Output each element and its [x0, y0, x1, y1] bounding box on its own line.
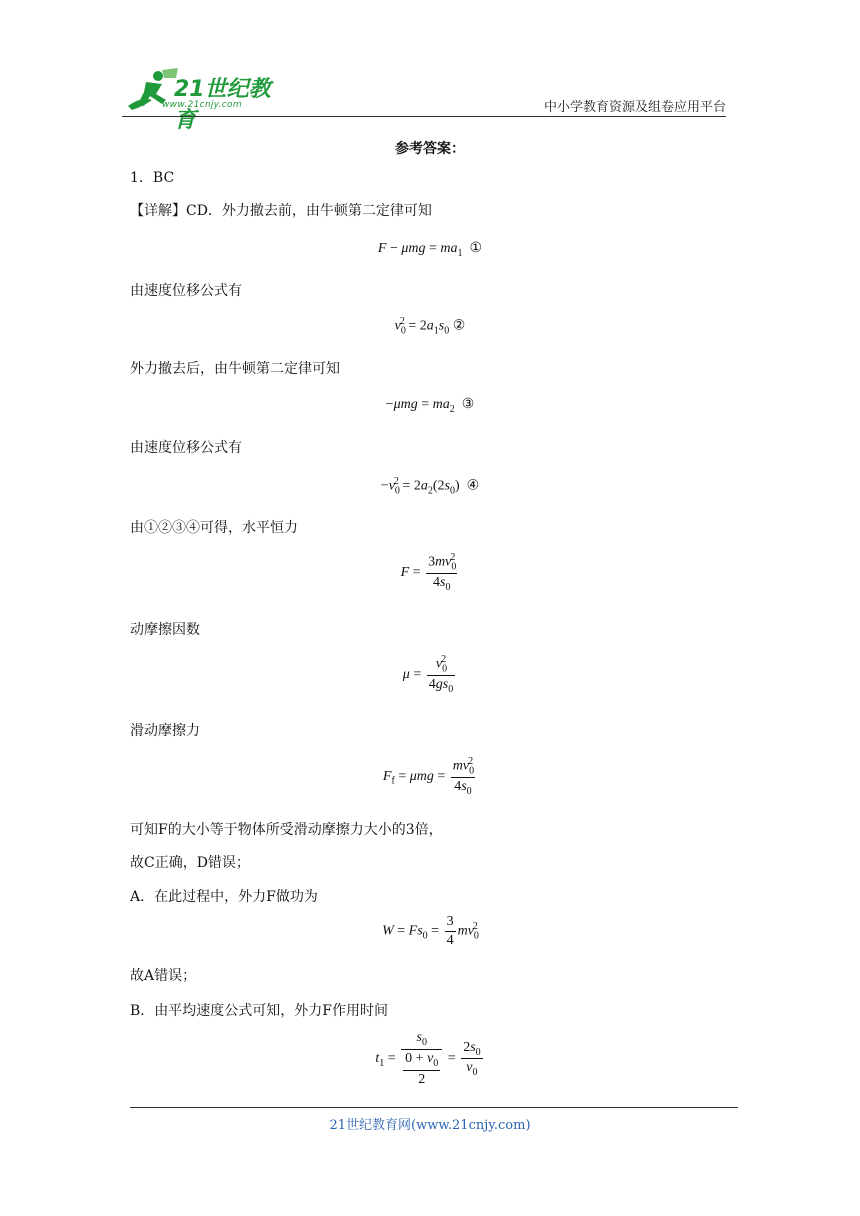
equation-2: $v_0^2 = 2a_1s_0$ ② — [394, 316, 466, 337]
speed-formula-text-1: 由速度位移公式有 — [130, 283, 242, 299]
equation-mu: μ = $\frac{v_0^2}{4gs_0}$ — [402, 654, 454, 696]
logo-url: www.21cnjy.com — [162, 100, 242, 110]
eq2-tag: ② — [452, 318, 466, 334]
site-logo — [122, 66, 292, 133]
conclusion-text: 可知F的大小等于物体所受滑动摩擦力大小的3倍， — [130, 822, 443, 838]
eq1-tag: ① — [469, 241, 483, 256]
a-judgement: 故A错误； — [130, 968, 197, 984]
page-header — [122, 66, 726, 133]
eq3-tag: ③ — [461, 397, 475, 412]
page-title: 参考答案： — [395, 141, 465, 157]
equation-friction: $F_f = \mu mg$ = $\frac{mv_0^2}{4s_0}$ — [382, 756, 475, 798]
equation-work: $W = Fs_0$ = $\frac{3}{4}$ $mv_0^2$ — [382, 914, 479, 948]
logo-text: 21世纪教育 — [174, 77, 271, 133]
option-b-text: B．由平均速度公式可知，外力F作用时间 — [130, 1003, 389, 1019]
option-a-text: A．在此过程中，外力F做功为 — [130, 889, 318, 905]
detail-intro: 【详解】CD．外力撤去前，由牛顿第二定律可知 — [130, 203, 432, 219]
combine-text: 由①②③④可得，水平恒力 — [130, 520, 298, 536]
equation-time: $t_1$ = $\frac{s_0}{\frac{0 + v_0}{2}}$ = $\frac{2s_0}{v_0}$ — [375, 1030, 481, 1087]
friction-coefficient-text: 动摩擦因数 — [130, 622, 200, 638]
eq4-tag: ④ — [466, 478, 480, 494]
question-number: 1．BC — [130, 170, 175, 186]
platform-name: 中小学教育资源及组卷应用平台 — [543, 100, 726, 115]
footer-divider — [130, 1107, 738, 1108]
speed-formula-text-2: 由速度位移公式有 — [130, 440, 242, 456]
equation-3: $-\mu mg = ma_2$ ③ — [385, 397, 475, 415]
cd-judgement: 故C正确，D错误； — [130, 855, 250, 871]
equation-force: F = $\frac{3mv_0^2}{4s_0}$ — [400, 552, 457, 594]
sliding-friction-text: 滑动摩擦力 — [130, 723, 200, 739]
equation-1: $F - \mu mg = ma_1$ ① — [377, 241, 483, 259]
equation-4: $-v_0^2 = 2a_2(2s_0)$ ④ — [380, 476, 480, 497]
header-divider — [122, 116, 726, 117]
footer-link[interactable]: 21世纪教育网(www.21cnjy.com) — [329, 1118, 531, 1133]
after-removal-text: 外力撤去后，由牛顿第二定律可知 — [130, 361, 340, 377]
